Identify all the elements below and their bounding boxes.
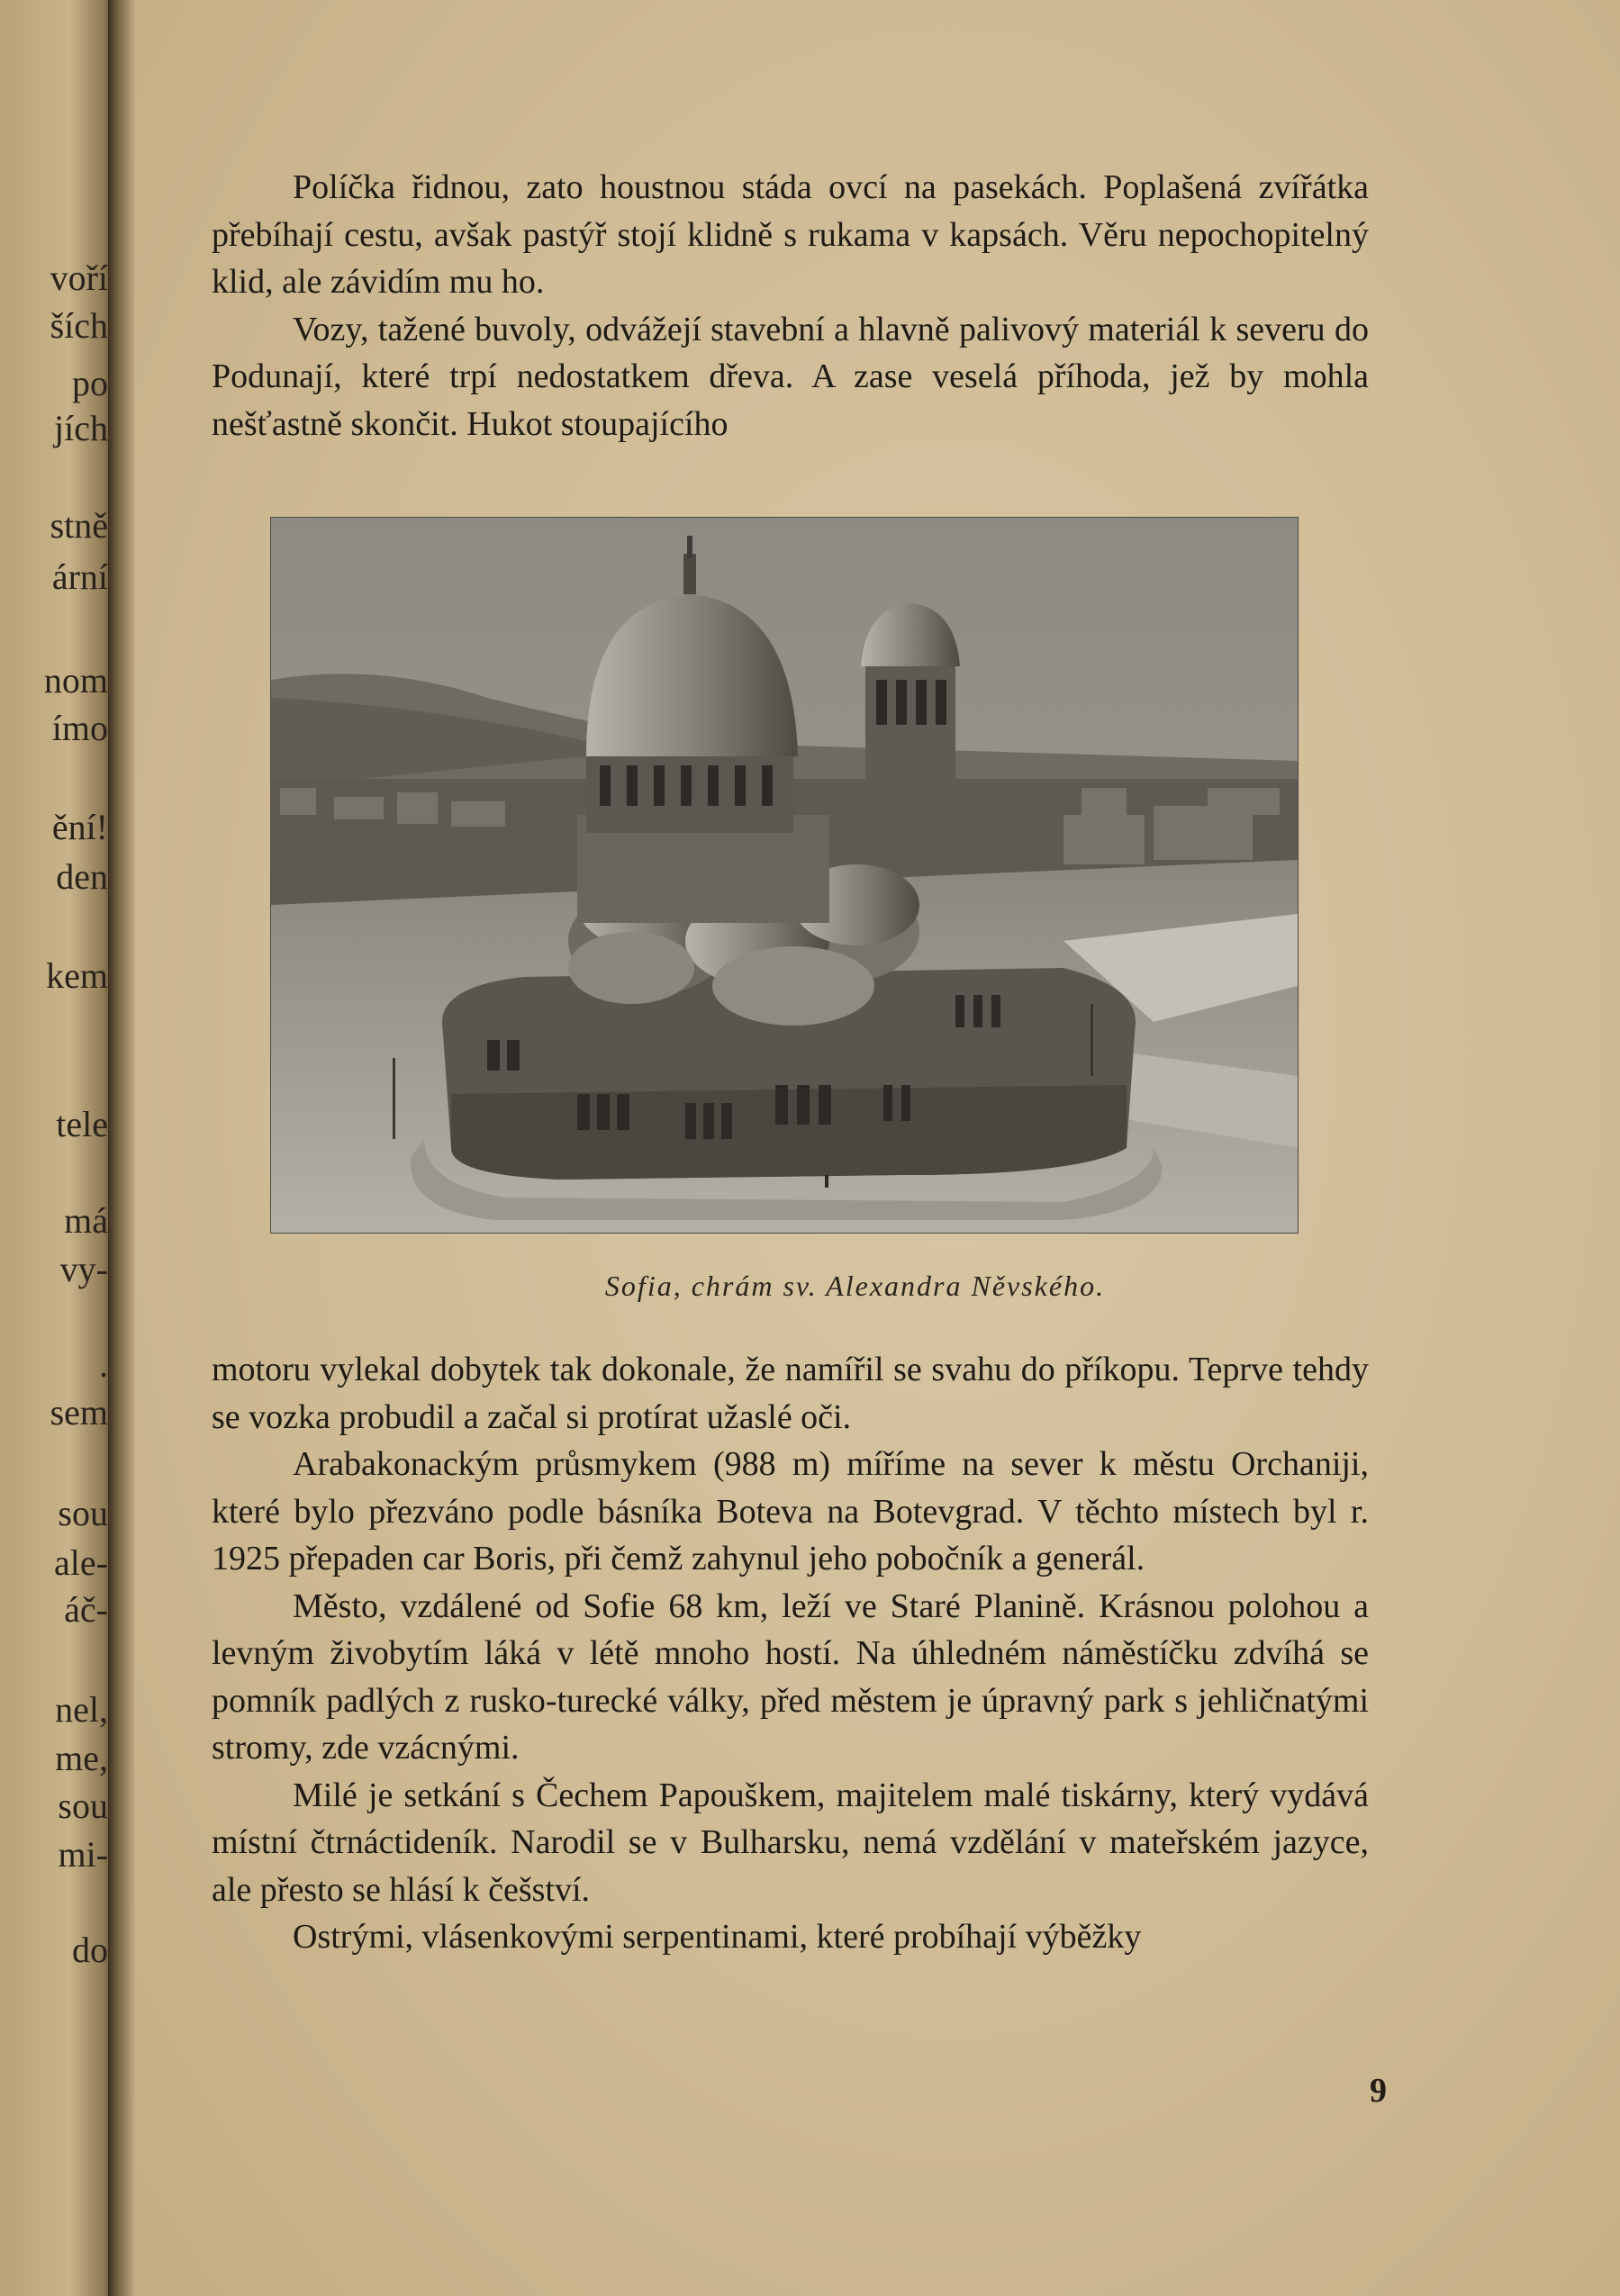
left-page-fragment: voří [50, 258, 108, 298]
left-page-fragment: tele [56, 1104, 108, 1144]
paragraph: Arabakonackým průsmykem (988 m) míříme na sever k městu Orchaniji, které bylo přezváno podle básníka Boteva na Botevgrad. V těchto místech byl r. 1925 přepaden car Boris, při čemž zahynul jeho pobočník a generál. [212, 1445, 1369, 1577]
left-page-fragment: den [56, 856, 108, 897]
paragraph: Políčka řidnou, zato houstnou stáda ovcí na pasekách. Poplašená zvířátka přebíhají cestu, avšak pastýř stojí klidně s rukama v kapsách. Věru nepochopitelný klid, ale závidím mu ho. [212, 168, 1369, 301]
paragraph: Vozy, tažené buvoly, odvážejí stavební a hlavně palivový materiál k severu do Podunají, které trpí nedostatkem dřeva. A zase veselá příhoda, jež by mohla nešťastně skončit. Hukot stoupajícího [212, 310, 1369, 443]
left-page-fragment: nel, [55, 1689, 108, 1730]
left-page-fragment: ale- [54, 1542, 108, 1583]
book-gutter [108, 0, 135, 2296]
left-page-fragment: sem [50, 1392, 108, 1433]
left-page-fragment: ímo [51, 708, 108, 748]
facing-page-edge [0, 0, 115, 2296]
cathedral-photo [270, 517, 1299, 1234]
top-text-block [212, 164, 1369, 447]
left-page-fragment: mi- [58, 1834, 108, 1875]
cathedral-illustration [271, 518, 1298, 1233]
paragraph: Město, vzdálené od Sofie 68 km, leží ve Staré Planině. Krásnou polohou a levným živobytím láká v létě mnoho hostí. Na úhledném náměstíčku zdvíhá se pomník padlých z rusko-turecké války, před městem je úpravný park s jehličnatými stromy, zde vzácnými. [212, 1586, 1369, 1767]
left-page-fragment: má [64, 1200, 108, 1241]
left-page-fragment: kem [46, 955, 108, 996]
left-page-fragment: nom [43, 660, 108, 701]
left-page-fragment: sou [58, 1785, 108, 1826]
left-page-fragment: me, [55, 1738, 108, 1778]
left-page-fragment: . [99, 1344, 108, 1385]
left-page-fragment: áč- [64, 1589, 108, 1630]
left-page-fragment: vy- [59, 1249, 108, 1289]
left-page-fragment: sou [58, 1493, 108, 1533]
page-number: 9 [1370, 2072, 1387, 2110]
paragraph: Milé je setkání s Čechem Papouškem, majitelem malé tiskárny, který vydává místní čtrnáctideník. Narodil se v Bulharsku, nemá vzdělání v mateřském jazyce, ale přesto se hlásí k češství. [212, 1776, 1369, 1909]
left-page-fragment: ších [50, 305, 108, 346]
bottom-text-block [212, 1346, 1369, 1961]
left-page-fragment: ární [51, 556, 108, 597]
left-page-fragment: po [72, 363, 108, 403]
paragraph: Ostrými, vlásenkovými serpentinami, které probíhají výběžky [293, 1918, 1142, 1956]
left-page-fragment: jích [54, 408, 108, 448]
photo-caption: Sofia, chrám sv. Alexandra Něvského. [604, 1270, 1106, 1302]
left-page-fragment: stně [50, 505, 108, 546]
paragraph: motoru vylekal dobytek tak dokonale, že namířil se svahu do příkopu. Teprve tehdy se vozka probudil a začal si protírat užaslé oči. [212, 1351, 1369, 1436]
left-page-fragment: ění! [51, 807, 108, 847]
left-page-fragment: do [72, 1930, 108, 1970]
